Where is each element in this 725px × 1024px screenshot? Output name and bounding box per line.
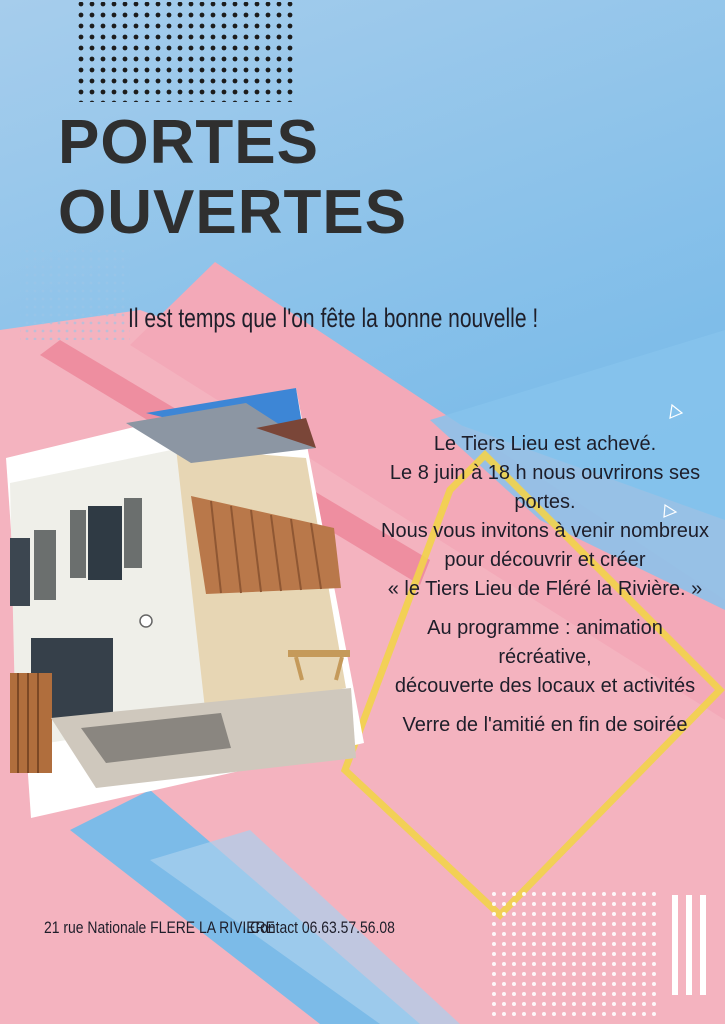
announcement-line-4: pour découvrir et créer [444,549,646,571]
announcement-text [380,430,710,740]
faint-dots [20,250,130,340]
white-bar-3 [700,895,706,995]
title-line-1: PORTES [58,108,319,177]
dot-grid-bottom [490,890,660,1018]
footer-address: 21 rue Nationale FLERE LA RIVIERE [44,918,275,937]
title-line-2: OUVERTES [58,178,408,247]
white-bar-1 [672,895,678,995]
white-bar-2 [686,895,692,995]
programme-line-3: Verre de l'amitié en fin de soirée [402,714,688,736]
subtitle: Il est temps que l'on fête la bonne nouvelle ! [128,303,539,333]
dot-grid-top [76,2,298,102]
programme-line-1: Au programme : animation récréative, [427,617,663,668]
footer-contact: Contact 06.63.57.56.08 [250,918,395,937]
announcement-line-3: Nous vous invitons à venir nombreux [381,520,709,542]
announcement-line-1: Le Tiers Lieu est achevé. [433,433,657,455]
building-photo [6,388,364,818]
announcement-line-5: « le Tiers Lieu de Fléré la Rivière. » [387,578,703,600]
programme-line-2: découverte des locaux et activités [394,675,696,697]
announcement-line-2: Le 8 juin à 18 h nous ouvrirons ses portes. [389,462,701,513]
